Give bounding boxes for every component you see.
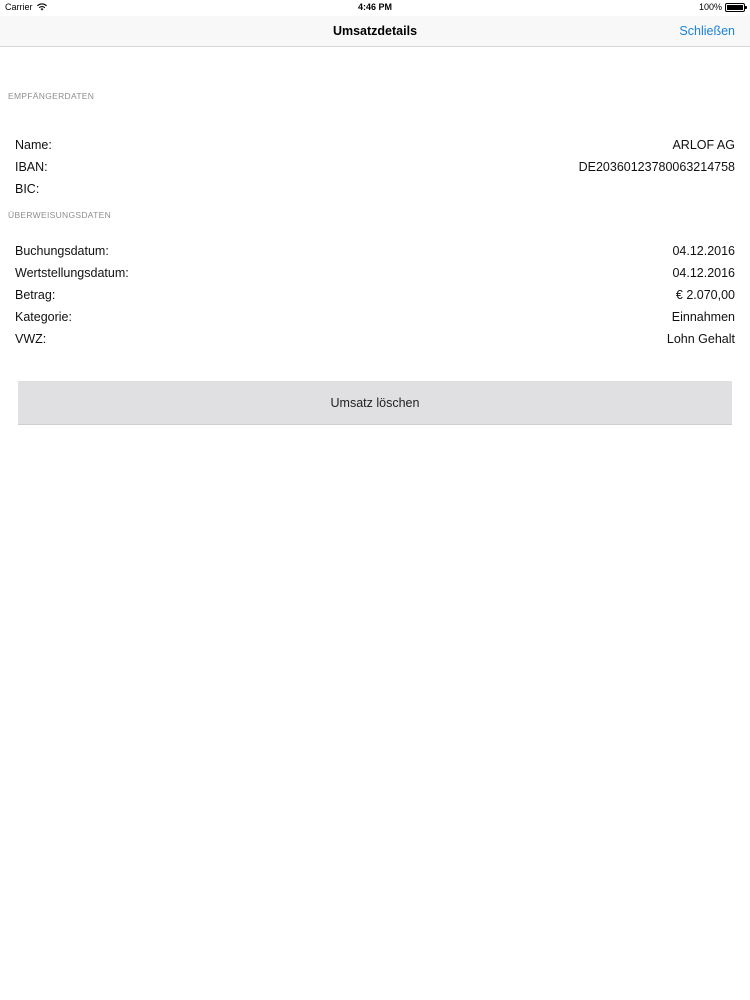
transfer-row-booking-date [15, 244, 735, 264]
close-button[interactable]: Schließen [679, 24, 735, 38]
recipient-row-iban [15, 160, 735, 180]
row-label: Betrag: [15, 288, 56, 302]
recipient-section-header: EMPFÄNGERDATEN [8, 91, 95, 101]
row-label: Name: [15, 138, 52, 152]
transfer-row-category [15, 310, 735, 330]
row-value: 04.12.2016 [672, 266, 735, 280]
row-label: BIC: [15, 182, 40, 196]
row-value: Einnahmen [671, 310, 735, 324]
navigation-bar [0, 16, 750, 47]
row-label: Kategorie: [15, 310, 72, 324]
recipient-row-bic [15, 182, 735, 202]
row-value: 04.12.2016 [672, 244, 735, 258]
battery-icon [725, 3, 745, 12]
row-label: VWZ: [15, 332, 47, 346]
carrier-label: Carrier [5, 2, 33, 12]
row-label: IBAN: [15, 160, 48, 174]
row-value: ARLOF AG [672, 138, 735, 152]
transfer-section-header: ÜBERWEISUNGSDATEN [8, 210, 112, 220]
status-time: 4:46 PM [357, 2, 392, 12]
recipient-row-name [15, 138, 735, 158]
battery-percent: 100% [698, 2, 722, 12]
row-value: Lohn Gehalt [666, 332, 735, 346]
transfer-row-amount [15, 288, 735, 308]
row-value: € 2.070,00 [675, 288, 735, 302]
transfer-row-value-date [15, 266, 735, 286]
row-value: DE20360123780063214758 [578, 160, 735, 174]
row-label: Buchungsdatum: [15, 244, 109, 258]
status-bar-right [699, 2, 745, 12]
delete-transaction-button[interactable]: Umsatz löschen [18, 381, 732, 425]
row-label: Wertstellungsdatum: [15, 266, 129, 280]
battery-fill [727, 5, 743, 10]
transfer-row-purpose [15, 332, 735, 352]
status-bar [0, 0, 750, 16]
page-title: Umsatzdetails [332, 24, 418, 38]
